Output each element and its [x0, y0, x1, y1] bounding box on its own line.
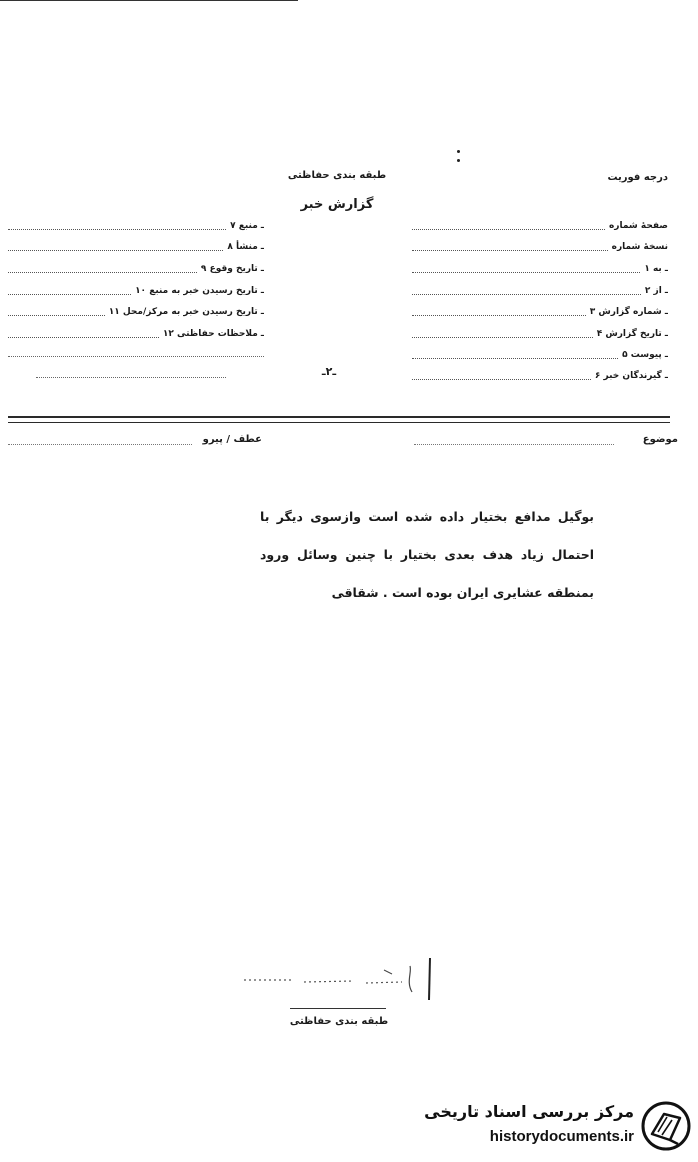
- archive-watermark: [416, 1098, 696, 1158]
- fill-line: [8, 356, 264, 357]
- fill-line: [412, 337, 593, 338]
- degree-of-urgency-label: درجه فوریت: [607, 172, 668, 183]
- subject-label: موضوع: [642, 434, 678, 445]
- field-page-number: [412, 219, 668, 233]
- field-label: ۱ ـ به: [644, 264, 668, 274]
- field-label: ۳ ـ شماره گزارش: [589, 307, 668, 317]
- field-from: [412, 284, 668, 298]
- fill-line: [8, 272, 197, 273]
- classification-footer: طبقه بندی حفاظتی: [289, 1016, 389, 1027]
- signature-mark: [234, 952, 434, 1004]
- page-number: ـ۲ـ: [321, 365, 337, 378]
- field-label: ۹ ـ تاریخ وقوع: [200, 264, 264, 274]
- fill-line: [412, 315, 586, 316]
- field-label: ۱۲ ـ ملاحظات حفاظتی: [162, 329, 264, 339]
- fill-line: [412, 250, 608, 251]
- field-label: ۷ ـ منبع: [230, 221, 264, 231]
- section-divider: [8, 422, 670, 423]
- fill-line: [8, 315, 105, 316]
- field-label: نسخهٔ شماره: [611, 242, 668, 252]
- field-to: [412, 262, 668, 276]
- field-security-notes: [8, 327, 264, 341]
- field-label: ۵ ـ پیوست: [622, 350, 668, 360]
- report-body-text: بوگیل مدافع بختیار داده شده است وازسوی دیگر با احتمال زیاد هدف بعدی بختیار با چنین وسائل ورود بمنطقه عشایری ایران بوده است . شقاقی: [260, 509, 594, 600]
- fill-line: [412, 358, 618, 359]
- watermark-persian-text: مرکز بررسی اسناد تاریخی: [424, 1102, 634, 1121]
- field-label: ۴ ـ تاریخ گزارش: [596, 329, 668, 339]
- book-quill-logo-icon: [640, 1100, 692, 1152]
- field-report-number: [412, 305, 668, 319]
- field-label: ۱۰ ـ تاریخ رسیدن خبر به منبع: [135, 286, 264, 296]
- classification-header: طبقه بندی حفاظتی: [287, 170, 387, 181]
- field-date-received-center: [8, 305, 264, 319]
- speck: [457, 159, 460, 162]
- fill-line: [412, 272, 640, 273]
- reference-label: عطف / پیرو: [202, 434, 262, 445]
- field-source: [8, 219, 264, 233]
- top-edge-rule: [0, 0, 298, 1]
- watermark-url-text: historydocuments.ir: [489, 1128, 634, 1145]
- field-label: ۶ ـ گیرندگان خبر: [594, 371, 668, 381]
- field-report-date: [412, 327, 668, 341]
- section-divider: [8, 416, 670, 418]
- field-label: صفحهٔ شماره: [608, 221, 668, 231]
- field-date-received-source: [8, 284, 264, 298]
- signature-underline: [290, 1008, 386, 1009]
- reference-fill-line: [8, 444, 192, 445]
- report-title: گزارش خبر: [300, 197, 374, 212]
- fill-line: [36, 377, 226, 378]
- fill-line: [8, 337, 159, 338]
- subject-fill-line: [414, 444, 614, 445]
- speck: [457, 150, 460, 153]
- fill-line: [8, 294, 131, 295]
- fill-line: [8, 229, 226, 230]
- field-recipients: [412, 369, 668, 383]
- fill-line: [412, 229, 605, 230]
- field-label: ۸ ـ منشأ: [227, 242, 264, 252]
- field-occurrence-date: [8, 262, 264, 276]
- field-label: ۲ ـ از: [644, 286, 668, 296]
- fill-line: [412, 379, 591, 380]
- field-attachment: [412, 348, 668, 362]
- field-copy-number: [412, 240, 668, 254]
- fill-line: [8, 250, 223, 251]
- fill-line: [412, 294, 641, 295]
- field-label: ۱۱ ـ تاریخ رسیدن خبر به مرکز/محل: [108, 307, 264, 317]
- field-origin: [8, 240, 264, 254]
